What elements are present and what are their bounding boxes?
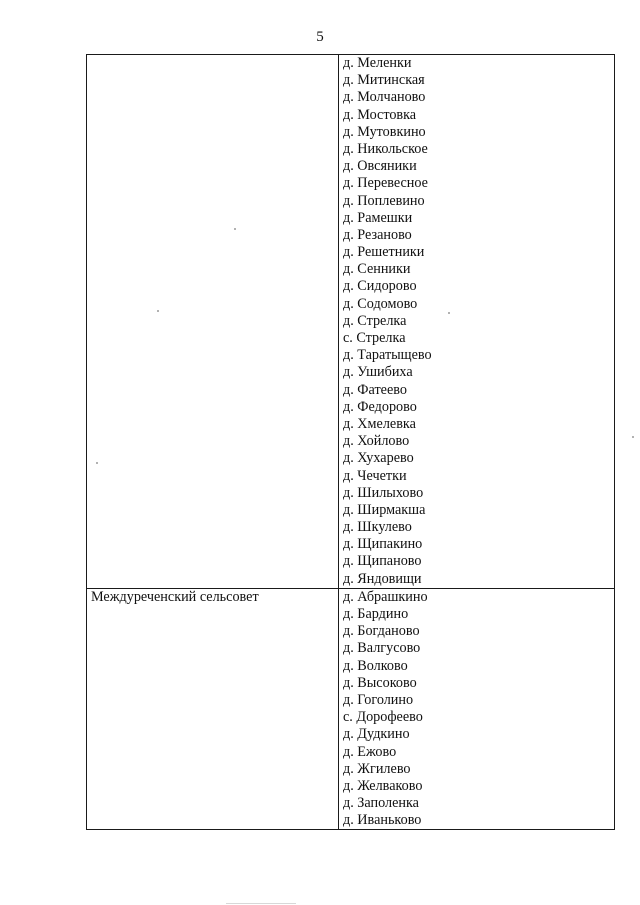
village-name: д. Мостовка: [343, 106, 417, 123]
village-name: д. Резаново: [343, 226, 412, 243]
scan-speck: [448, 312, 450, 314]
scan-speck: [96, 462, 98, 464]
village-name: д. Гоголино: [343, 691, 414, 708]
scan-speck: [157, 310, 159, 312]
page-number: 5: [316, 29, 324, 45]
village-name: д. Щипаново: [343, 553, 422, 570]
village-name: д. Яндовищи: [343, 570, 422, 587]
village-name: д. Стрелка: [343, 312, 407, 329]
village-name: д. Высоково: [343, 674, 417, 691]
villages-cell: [339, 588, 615, 830]
scan-edge-mark: [226, 903, 296, 904]
scan-speck: [234, 228, 236, 230]
village-name: д. Хойлово: [343, 433, 410, 450]
village-name: д. Федорово: [343, 398, 417, 415]
district-name: Междуреченский сельсовет: [91, 588, 259, 605]
village-name: д. Никольское: [343, 140, 428, 157]
village-name: д. Таратыщево: [343, 347, 432, 364]
village-name: д. Иваньково: [343, 812, 422, 829]
village-name: д. Чечетки: [343, 467, 407, 484]
table-row: [87, 55, 615, 589]
village-name: д. Хухарево: [343, 450, 414, 467]
district-cell: [87, 588, 339, 830]
village-name: д. Заполенка: [343, 795, 419, 812]
village-name: д. Митинская: [343, 72, 425, 89]
table-row: [87, 588, 615, 830]
village-name: д. Жгилево: [343, 760, 411, 777]
village-name: д. Поплевино: [343, 192, 425, 209]
table-body: [87, 55, 615, 830]
villages-cell: [339, 55, 615, 589]
village-name: д. Фатеево: [343, 381, 407, 398]
village-name: д. Бардино: [343, 606, 409, 622]
village-name: д. Рамешки: [343, 209, 413, 226]
village-name: д. Щипакино: [343, 536, 423, 553]
village-name: д. Хмелевка: [343, 415, 416, 432]
village-name: д. Богданово: [343, 623, 420, 640]
village-name: д. Ежово: [343, 743, 397, 760]
village-name: с. Дорофеево: [343, 709, 423, 726]
village-name: д. Дудкино: [343, 726, 410, 743]
village-name: д. Овсяники: [343, 158, 417, 175]
village-name: д. Шилыхово: [343, 484, 424, 501]
village-name: д. Волково: [343, 657, 408, 674]
village-name: д. Перевесное: [343, 175, 428, 192]
village-name: д. Сенники: [343, 261, 411, 278]
scan-speck: [632, 436, 634, 438]
settlements-table: [86, 54, 615, 830]
village-name: д. Шкулево: [343, 519, 412, 536]
village-name: д. Молчаново: [343, 89, 426, 106]
village-name: д. Содомово: [343, 295, 418, 312]
village-name: д. Валгусово: [343, 640, 421, 657]
village-name: д. Сидорово: [343, 278, 417, 295]
village-name: д. Ширмакша: [343, 501, 426, 518]
village-name: д. Решетники: [343, 244, 425, 261]
village-name: д. Мутовкино: [343, 123, 426, 140]
village-name: с. Стрелка: [343, 330, 406, 346]
village-name: д. Ушибиха: [343, 364, 413, 381]
district-cell: [87, 55, 339, 589]
village-name: д. Абрашкино: [343, 588, 428, 605]
village-name: д. Желваково: [343, 777, 423, 794]
village-name: д. Меленки: [343, 55, 412, 71]
